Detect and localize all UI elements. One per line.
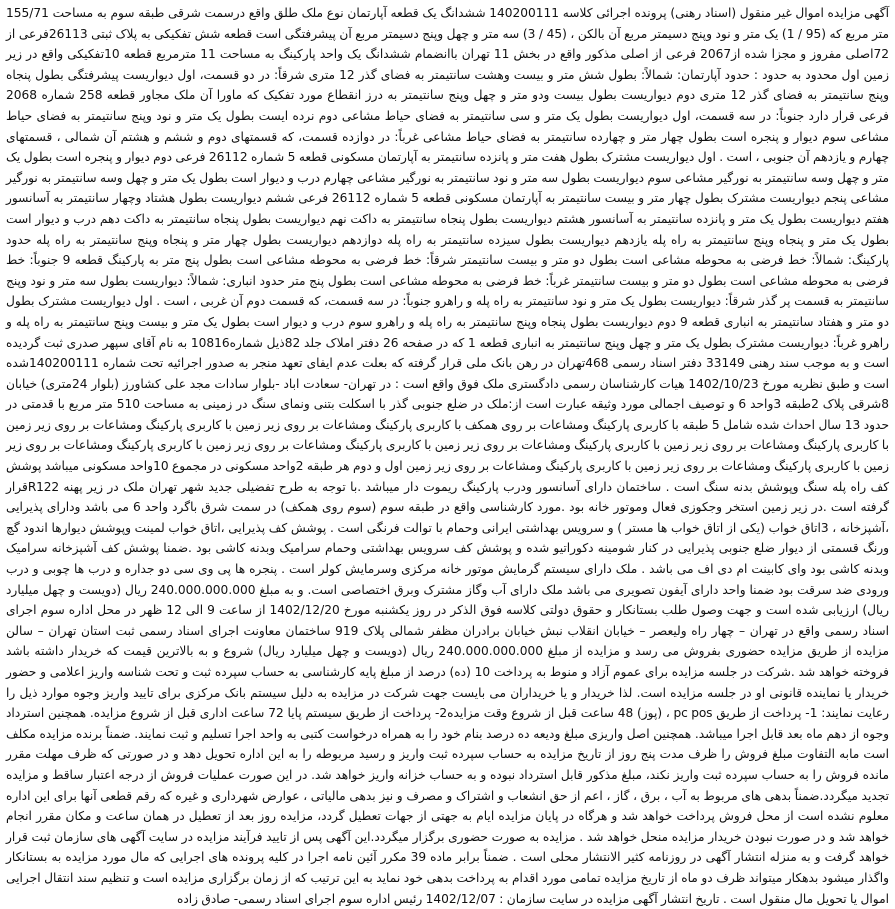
auction-notice-text: آگهی مزایده اموال غیر منقول (اسناد رهنی) پرونده اجرائی کلاسه 140200111 ششدانگ یک قطعه آپارتمان نوع ملک طلق واقع درسمت شرقی طبقه سوم به مساحت 155/71 متر مربع که (95 / 1) یک متر و نود وپنج دسیمتر مربع آن بالکن ، (45 / 3) سه متر و چهل وپنج دسیمتر مربع آن پیشرفتگی است قطعه شش تفکیکی به پلاک ثبتی 26113فرعی از 72اصلی مفروز و مجزا شده از2067 فرعی از اصلی مذکور واقع در بخش 11 تهران باانضمام ششدانگ یک واحد پارکینگ به مساحت 11 مترمربع قطعه 10تفکیکی واقع در زیر زمین اول محدود به حدود : حدود آپارتمان: شمالاً: بطول شش متر و بیست وهشت سانتیمتر به فضای گذر 12 متری شرقاً: در دو قسمت، اول دیواریست پیشرفتگی بطول پنجاه وپنج سانتیمتر به فضای گذر 12 متری دوم دیواریست بطول بیست ودو متر و چهل وپنج سانتیمتر به درز انقطاع مورد تفکیک که ماورا آن ملک مجاور قطعه 258 شماره 2068 فرعی قرار دارد جنوباً: در سه قسمت، اول دیواریست بطول یک متر و سی سانتیمتر به فضای حیاط مشاعی دوم نرده ایست بطول یک متر و نود وپنج سانتیمتر به فضای حیاط مشاعی سوم دیوار و پنجره است بطول چهار متر و چهارده سانتیمتر به فضای حیاط مشاعی غرباً: در دوازده قسمت، که قسمتهای دوم و ششم و هشتم آن شمالی ، قسمتهای چهارم و یازدهم آن جنوبی ، است . اول دیواریست مشترک بطول هفت متر و پانزده سانتیمتر به آپارتمان مسکونی قطعه 5 شماره 26112 فرعی دوم دیوار و پنجره است بطول یک متر و چهل وسه سانتیمتر به نورگیر مشاعی سوم دیواریست بطول سه متر و نود سانتیمتر به نورگیر مشاعی چهارم درب و دیوار است بطول یک متر و چهل وسه سانتیمتر به نورگیر مشاعی پنجم دیواریست مشترک بطول چهار متر و بیست سانتیمتر به آپارتمان مسکونی قطعه 5 شماره 26112 فرعی ششم دیواریست بطول هشتاد وچهار سانتیمتر به آسانسور هفتم دیواریست بطول یک متر و پانزده سانتیمتر به آسانسور هشتم دیواریست بطول پنجاه سانتیمتر به داکت نهم دیواریست بطول پنجاه سانتیمتر به داکت دهم درب و دیوار است بطول یک متر و پنجاه وپنج سانتیمتر به راه پله یازدهم دیواریست بطول سیزده سانتیمتر به راه پله دوازدهم دیواریست بطول چهار متر و پنجاه وپنج سانتیمتر به راه پله حدود پارکینگ: شمالاً: خط فرضی به محوطه مشاعی است بطول دو متر و بیست سانتیمتر شرقاً: خط فرضی به محوطه مشاعی است بطول پنج متر به پارکینگ قطعه 9 جنوباً: خط فرضی به محوطه مشاعی است بطول دو متر و بیست سانتیمتر غرباً: خط فرضی به محوطه مشاعی است بطول پنج متر حدود انباری: شمالاً: دیواریست بطول سه متر و نود وپنج سانتیمتر به قسمت پر گذر شرقاً: دیواریست بطول یک متر و نود سانتیمتر به راه پله و راهرو جنوباً: در سه قسمت، که قسمت دوم آن غربی ، است . اول دیواریست مشترک بطول دو متر و هفتاد سانتیمتر به انباری قطعه 9 دوم دیواریست بطول پنجاه وپنج سانتیمتر به راه پله و راهرو سوم درب و دیوار است بطول یک متر و بیست وپنج سانتیمتر به راه پله و راهرو غرباً: دیواریست مشترک بطول یک متر و چهل وپنج سانتیمتر به انباری قطعه 1 که در صفحه 26 دفتر املاک جلد 82ذیل شماره10816 به نام آقای سپهر صدری ثبت گردیده است و به موجب سند رهنی 33149 دفتر اسناد رسمی 468تهران در رهن بانک ملی قرار گرفته که بعلت عدم ایفای تعهد منجر به صدور اجرائیه تحت شماره 140200111شده است و طبق نظریه مورخ 1402/10/23 هیات کارشناسان رسمی دادگستری ملک فوق واقع است : در تهران- سعادت اباد -بلوار سادات مجد علی کشاورز (بلوار 24متری) خیابان 8شرقی پلاک 2طبقه 3واحد 6 و توصیف اجمالی مورد وثیقه عبارت است از:ملک در ضلع جنوبی گذر با اسکلت بتنی ونمای سنگ در زمینی به مساحت 510 متر مربع با قدمتی در حدود 13 سال احداث شده شامل 5 طبقه با کاربری پارکینگ ومشاعات بر روی همکف با کاربری پارکینگ ومشاعات بر روی زیر زمین با کاربری پارکینگ ومشاعات بر روی زیر زمین با کاربری پارکینگ ومشاعات بر روی زیر زمین با کاربری پارکینگ ومشاعات بر روی زیر زمین با کاربری پارکینگ ومشاعات بر روی زیر زمین با کاربری پارکینگ ومشاعات بر روی زیر زمین با کاربری پارکینگ ومشاعات بر روی زیر زمین با کاربری پارکینگ ومشاعات بر روی زیر زمین اول و دوم هر طبقه 2واحد مسکونی در مجموع 10واحد مسکونی میباشد پوشش کف راه پله سنگ وپوشش بدنه سنگ است . ساختمان دارای آسانسور ودرب پارکینگ ریموت دار میباشد .با توجه به طرح تفضیلی جدید شهر تهران ملک در زیر پهنه R122قرار گرفته است .در زیر زمین استخر وجکوزی فعال وموتور خانه بود .مورد کارشناسی واقع در طبقه سوم (سوم روی همکف) در سمت شرق باگرد واحد 6 می باشد ودارای پذیرایی ،آشپزخانه ، 3اتاق خواب (یکی از اتاق خواب ها مستر ) و سرویس بهداشتی ایرانی وحمام با توالت فرنگی است . پوشش کف پذیرایی ،اتاق خواب لمینت وپوشش دیوارها اندود گچ ورنگ قسمتی از دیوار ضلع جنوبی پذیرایی در کنار شومینه دکوراتیو شده و پوشش کف سرویس بهداشتی وحمام سرامیک وبدنه کاشی بود .ضمنا پوشش کف آشپزخانه سرامیک وبدنه کاشی بود وای کابینت ام دی اف می باشد . ملک دارای سیستم گرمایش موتور خانه مرکزی وسرمایش کولر است . پنجره ها پی وی سی دو جداره و درب ها چوبی و درب ورودی ضد سرقت بود ضمنا واحد دارای آیفون تصویری می باشد ملک دارای آب وگاز مشترک وبرق اختصاصی است. و به مبلغ 240.000.000.000 ریال (دویست و چهل میلیارد ریال) ارزیابی شده است و جهت وصول طلب بستانکار و حقوق دولتی کلاسه فوق الذکر در روز یکشنبه مورخ 1402/12/20 از ساعت 9 الی 12 ظهر در محل اداره سوم اجرای اسناد رسمی واقع در تهران – چهار راه ولیعصر – خیابان انقلاب نبش خیابان برادران مظفر شمالی پلاک 919 ساختمان معاونت اجرای اسناد رسمی ثبت استان تهران – سالن مزایده از طریق مزایده حضوری بفروش می رسد و مزایده از مبلغ 240.000.000.000 ریال (دویست و چهل میلیارد ریال) شروع و به بالاترین قیمت که خریدار داشته باشد فروخته خواهد شد .شرکت در جلسه مزایده برای عموم آزاد و منوط به پرداخت 10 (ده) درصد از مبلغ پایه کارشناسی به حساب سپرده ثبت و تحت شناسه واریز اعلامی و حضور خریدار یا نماینده قانونی او در جلسه مزایده است. لذا خریدار و یا خریداران می بایست جهت شرکت در مزایده به دلیل سیستم بانک مرکزی برای تایید واریز وجوه موارد ذیل را رعایت نمایند: 1- پرداخت از طریق pc pos ، (پوز) 48 ساعت قبل از شروع وقت مزایده2- پرداخت از طریق سیستم پایا 72 ساعت اداری قبل از شروع مزایده. همچنین استرداد وجوه از دهم ماه بعد قابل اجرا میباشد. همچنین اصل واریزی مبلغ ودیعه ده درصد بنام خود را به همراه درخواست کتبی به واحد اجرا تسلیم و ثبت نمایند. ضمناً برنده مزایده مکلف است مابه التفاوت مبلغ فروش را ظرف مدت پنج روز از تاریخ مزایده به حساب سپرده ثبت واریز و رسید مربوطه را به این اداره تحویل دهد و در صورتی که ظرف مهلت مقرر مانده فروش را به حساب سپرده ثبت واریز نکند، مبلغ مذکور قابل استرداد نبوده و به حساب خزانه واریز خواهد شد. در این صورت عملیات فروش از درجه اعتبار ساقط و مزایده تجدید میگردد.ضمناً بدهی های مربوط به آب ، برق ، گاز ، اعم از حق انشعاب و اشتراک و مصرف و نیز بدهی مالیاتی ، عوارض شهرداری و غیره که رقم قطعی آنها برای این اداره معلوم نشده است از محل فروش پرداخت خواهد شد و هرگاه در پایان مزایده ایام به جهتی از جهات تعطیل گردد، مزایده روز بعد از تعطیل در همان ساعت و مکان مقرر انجام خواهد شد و در صورت نبودن خریدار مزایده منحل خواهد شد . مزایده به صورت حضوری برگزار میگردد.این آگهی پس از تایید فرآیند مزایده در سایت آگهی های سازمان ثبت قرار خواهد گرفت و به منزله انتشار آگهی در روزنامه کثیر الانتشار محلی است . ضمناً برابر ماده 39 مکرر آئین نامه اجرا در کلیه پرونده های اجرایی که مال مورد مزایده به بستانکار واگذار میشود بدهکار میتواند ظرف دو ماه از تاریخ مزایده تمامی مورد اقدام به پرداخت بدهی خود نماید به این ترتیب که از زمان برگزاری مزایده است و تنظیم سند انتقال اجرایی اموال یا تحویل مال منقول است . تاریخ انتشار آگهی مزایده در سایت سازمان : 1402/12/07 رئیس اداره سوم اجرای اسناد رسمی- صادق زاده xyxy=(6,6,890,906)
